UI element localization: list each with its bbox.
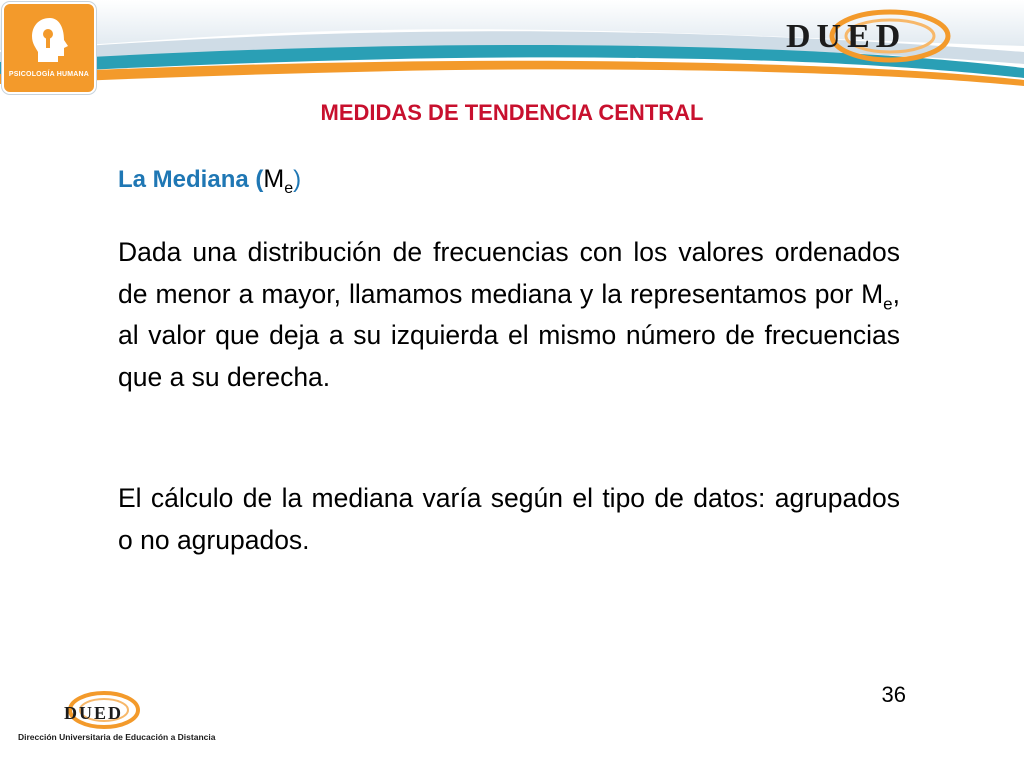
- dued-logo-bottom: [18, 688, 218, 748]
- dued-logo-text: DUED: [786, 18, 907, 55]
- definition-paragraph: [118, 232, 900, 398]
- slide-title: MEDIDAS DE TENDENCIA CENTRAL: [320, 100, 704, 125]
- page-number: 36: [881, 682, 906, 707]
- dued-caption: Dirección Universitaria de Educación a Distancia: [18, 732, 216, 742]
- slide-subtitle: [118, 162, 301, 206]
- definition-text-part1: Dada una distribución de frecuencias con los valores ordenados de menor a mayor, llamamos mediana y la representamos por M: [118, 237, 900, 309]
- median-symbol-letter: M: [263, 165, 285, 193]
- dued-logo-top: [780, 8, 1000, 64]
- median-symbol-subscript: e: [284, 180, 294, 197]
- head-keyhole-icon: [24, 14, 76, 66]
- subtitle-close-paren: ): [293, 166, 302, 193]
- dued-logo-small-text: DUED: [64, 703, 124, 723]
- subtitle-label: La Mediana (: [118, 166, 264, 193]
- median-symbol: [263, 165, 294, 197]
- definition-text-part2: , al valor que deja a su izquierda el mismo número de frecuencias que a su derecha.: [118, 278, 900, 392]
- psychology-logo-caption: PSICOLOGÍA HUMANA: [8, 71, 90, 78]
- definition-subscript: e: [883, 293, 893, 313]
- psychology-logo: [2, 2, 96, 94]
- calculation-paragraph: El cálculo de la mediana varía según el tipo de datos: agrupados o no agrupados.: [118, 483, 900, 555]
